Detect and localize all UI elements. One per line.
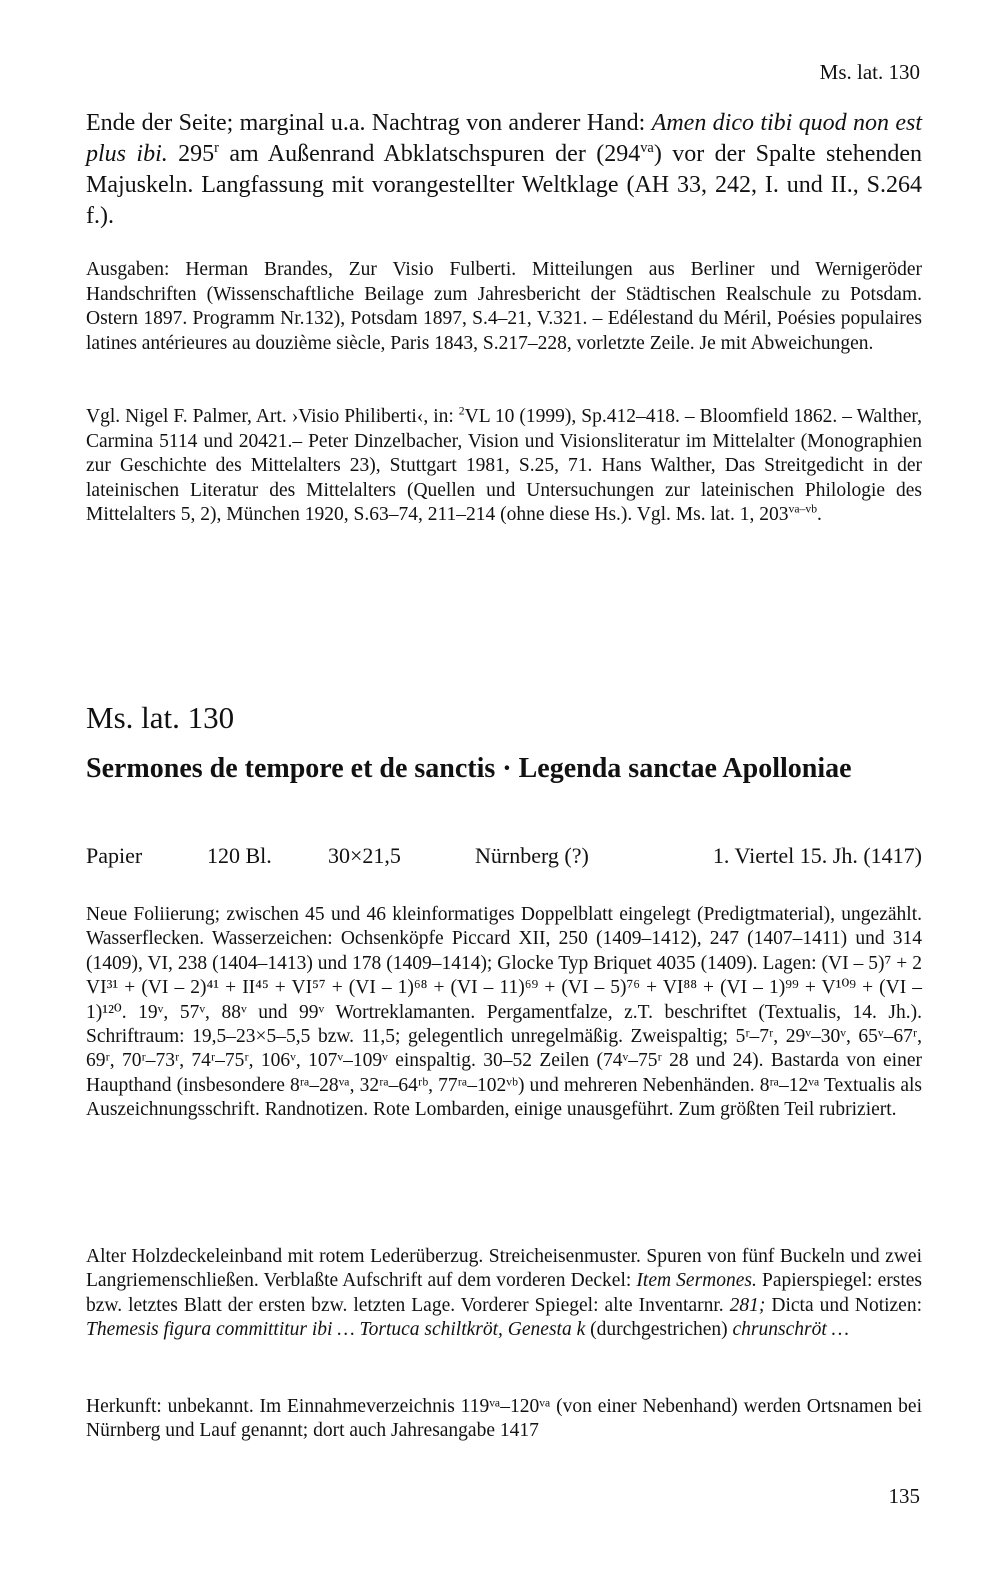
entry-shelfmark: Ms. lat. 130: [86, 700, 235, 735]
origin-place: Nürnberg (?): [475, 843, 589, 868]
literature-paragraph: Vgl. Nigel F. Palmer, Art. ›Visio Philiberti‹, in: $^2$VL 10 (1999), Sp.412–418. – Bloomfield 1862. – Walther, Carmina 5114 und 20421.– Peter Dinzelbacher, Vision und Visionsliteratur im Mittelalter (Monographien zur Geschichte des Mittelalters 23), Stuttgart 1981, S.25, 71. Hans Walther, Das Streitgedicht in der lateinischen Literatur des Mittelalters (Quellen und Untersuchungen zur lateinischen Philologie des Mittelalters 5, 2), München 1920, S.63–74, 211–214 (ohne diese Hs.). Vgl. Ms. lat. 1, $203^{va-vb}$.: [86, 404, 922, 526]
page-number: 135: [888, 1484, 920, 1508]
dimensions: 30×21,5: [328, 843, 401, 868]
material: Papier: [86, 843, 143, 868]
codicology-paragraph: Neue Foliierung; zwischen 45 und 46 kleinformatiges Doppelblatt eingelegt (Predigtmaterial), ungezählt. Wasserflecken. Wasserzeichen: Ochsenköpfe Piccard XII, 250 (1409–1412), 247 (1407–1411) und 314 (1409), VI, 238 (1404–1413) und 178 (1409–1414); Glocke Typ Briquet 4035 (1409). Lagen: (VI – 5)⁷ + 2 VI³¹ + (VI – 2)⁴¹ + II⁴⁵ + VI⁵⁷ + (VI – 1)⁶⁸ + (VI – 11)⁶⁹ + (VI – 5)⁷⁶ + VI⁸⁸ + (VI – 1)⁹⁹ + V¹⁰⁹ + (VI – 1)¹²⁰. 19ᵛ, 57ᵛ, 88ᵛ und 99ᵛ Wortreklamanten. Pergamentfalze, z.T. beschriftet (Textualis, 14. Jh.). Schriftraum: 19,5–23×5–5,5 bzw. 11,5; gelegentlich unregelmäßig. Zweispaltig; 5ʳ–7ʳ, 29ᵛ–30ᵛ, 65ᵛ–67ʳ, 69ʳ, 70ʳ–73ʳ, 74ʳ–75ʳ, 106ᵛ, 107ᵛ–109ᵛ einspaltig. 30–52 Zeilen (74ᵛ–75ʳ 28 und 24). Bastarda von einer Haupthand (insbesondere 8ʳᵃ–28ᵛᵃ, 32ʳᵃ–64ʳᵇ, 77ʳᵃ–102ᵛᵇ) und mehreren Nebenhänden. 8ʳᵃ–12ᵛᵃ Textualis als Auszeichnungsschrift. Randnotizen. Rote Lombarden, einige unausgeführt. Zum größten Teil rubriziert.: [86, 904, 922, 1121]
previous-entry-note: Ende der Seite; marginal u.a. Nachtrag von anderer Hand: Amen dico tibi quod non est plus ibi. 295$^r$ am Außenrand Abklatschspuren der $(294^{va})$ vor der Spalte stehenden Majuskeln. Langfassung mit vorangestellter Weltklage (AH 33, 242, I. und II., S.264 f.).: [86, 110, 923, 229]
leaf-count: 120 Bl.: [207, 843, 272, 868]
origin-date: 1. Viertel 15. Jh. (1417): [712, 843, 922, 868]
entry-title: Sermones de tempore et de sanctis · Legenda sanctae Apolloniae: [86, 753, 852, 784]
provenance-paragraph: Herkunft: unbekannt. Im Einnahmeverzeichnis 119ᵛᵃ–120ᵛᵃ (von einer Nebenhand) werden Ortsnamen bei Nürnberg und Lauf genannt; dort auch Jahresangabe 1417: [86, 1396, 922, 1442]
editions-paragraph: Ausgaben: Herman Brandes, Zur Visio Fulberti. Mitteilungen aus Berliner und Wernigeröder Handschriften (Wissenschaftliche Beilage zum Jahresbericht der Städtischen Realschule zu Potsdam. Ostern 1897. Programm Nr.132), Potsdam 1897, S.4–21, V.321. – Edélestand du Méril, Poésies populaires latines antérieures au douzième siècle, Paris 1843, S.217–228, vorletzte Zeile. Je mit Abweichungen.: [86, 259, 922, 354]
binding-paragraph: Alter Holzdeckeleinband mit rotem Lederüberzug. Streicheisenmuster. Spuren von fünf Buckeln und zwei Langriemenschließen. Verblaßte Aufschrift auf dem vorderen Deckel: Item Sermones. Papierspiegel: erstes bzw. letztes Blatt der ersten bzw. letzten Lage. Vorderer Spiegel: alte Inventarnr. 281; Dicta und Notizen: Themesis figura committitur ibi … Tortuca schiltkröt, Genesta k (durchgestrichen) chrunschröt …: [86, 1246, 923, 1341]
running-head: Ms. lat. 130: [819, 60, 920, 84]
